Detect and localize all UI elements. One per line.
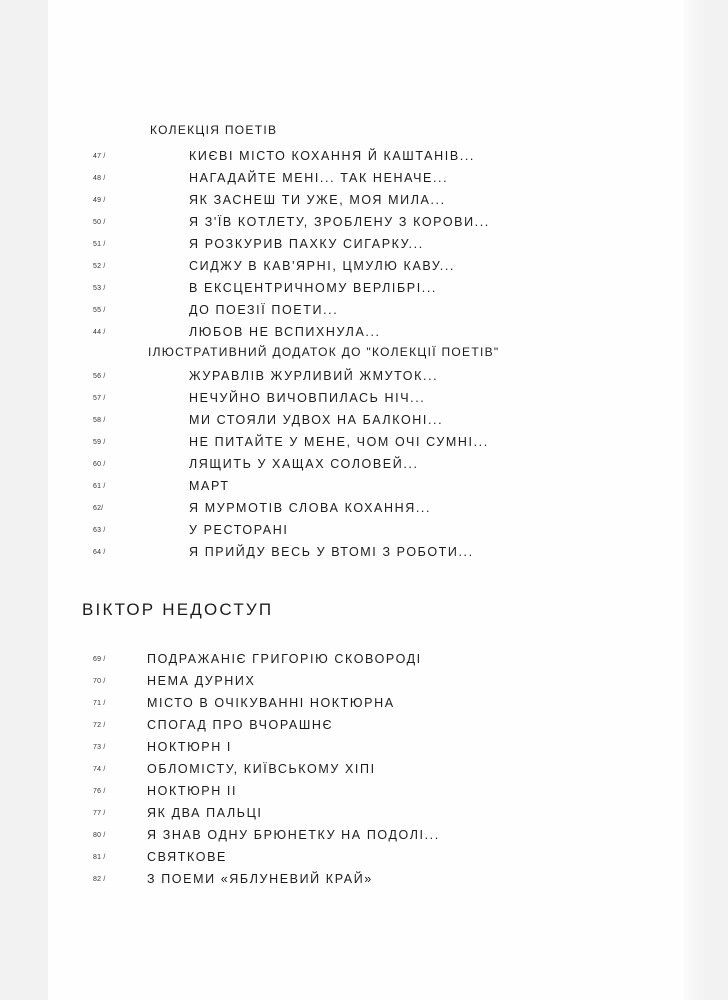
poem-title: З ПОЕМИ «ЯБЛУНЕВИЙ КРАЙ»	[147, 872, 373, 886]
page-number: 44 /	[93, 329, 106, 336]
poem-title: СВЯТКОВЕ	[147, 850, 227, 864]
page-edge	[684, 0, 708, 1000]
author-heading: ВІКТОР НЕДОСТУП	[82, 600, 274, 619]
page-number: 56 /	[93, 373, 106, 380]
page-number: 69 /	[93, 656, 106, 663]
page-number: 52 /	[93, 263, 106, 270]
section-heading-illustrative-appendix: ІЛЮСТРАТИВНИЙ ДОДАТОК ДО "КОЛЕКЦІЇ ПОЕТІВ"	[148, 345, 500, 359]
page-number: 51 /	[93, 241, 106, 248]
page-number: 77 /	[93, 810, 106, 817]
poem-title: ПОДРАЖАНІЄ ГРИГОРІЮ СКОВОРОДІ	[147, 652, 422, 666]
poem-title: Я ПРИЙДУ ВЕСЬ У ВТОМІ З РОБОТИ...	[189, 545, 474, 559]
poem-title: ЛЯЩИТЬ У ХАЩАХ СОЛОВЕЙ...	[189, 457, 419, 471]
page-number: 47 /	[93, 153, 106, 160]
page-number: 61 /	[93, 483, 106, 490]
page-number: 62/	[93, 505, 104, 512]
page-number: 58 /	[93, 417, 106, 424]
page-number: 57 /	[93, 395, 106, 402]
poem-title: НЕМА ДУРНИХ	[147, 674, 256, 688]
poem-title: Я МУРМОТІВ СЛОВА КОХАННЯ...	[189, 501, 432, 515]
poem-title: Я З'ЇВ КОТЛЕТУ, ЗРОБЛЕНУ З КОРОВИ...	[189, 215, 490, 229]
poem-title: НАГАДАЙТЕ МЕНІ... ТАК НЕНАЧЕ...	[189, 171, 449, 185]
page-number: 81 /	[93, 854, 106, 861]
poem-title: ОБЛОМІСТУ, КИЇВСЬКОМУ ХІПІ	[147, 762, 376, 776]
poem-title: МІСТО В ОЧІКУВАННІ НОКТЮРНА	[147, 696, 395, 710]
page-number: 50 /	[93, 219, 106, 226]
section-heading-collection: КОЛЕКЦІЯ ПОЕТІВ	[150, 123, 278, 137]
poem-title: ЖУРАВЛІВ ЖУРЛИВИЙ ЖМУТОК...	[189, 369, 439, 383]
poem-title: НЕ ПИТАЙТЕ У МЕНЕ, ЧОМ ОЧІ СУМНІ...	[189, 435, 489, 449]
poem-title: ЛЮБОВ НЕ ВСПИХНУЛА...	[189, 325, 381, 339]
poem-title: КИЄВІ МІСТО КОХАННЯ Й КАШТАНІВ...	[189, 149, 475, 163]
poem-title: НЕЧУЙНО ВИЧОВПИЛАСЬ НІЧ...	[189, 391, 426, 405]
page-number: 70 /	[93, 678, 106, 685]
page-number: 80 /	[93, 832, 106, 839]
poem-title: Я ЗНАВ ОДНУ БРЮНЕТКУ НА ПОДОЛІ...	[147, 828, 440, 842]
page-number: 82 /	[93, 876, 106, 883]
poem-title: В ЕКСЦЕНТРИЧНОМУ ВЕРЛІБРІ...	[189, 281, 438, 295]
poem-title: МАРТ	[189, 479, 230, 493]
page-number: 76 /	[93, 788, 106, 795]
poem-title: ЯК ДВА ПАЛЬЦІ	[147, 806, 263, 820]
poem-title: ЯК ЗАСНЕШ ТИ УЖЕ, МОЯ МИЛА...	[189, 193, 446, 207]
page-number: 48 /	[93, 175, 106, 182]
poem-title: СПОГАД ПРО ВЧОРАШНЄ	[147, 718, 334, 732]
page-number: 60 /	[93, 461, 106, 468]
page-number: 59 /	[93, 439, 106, 446]
page-number: 53 /	[93, 285, 106, 292]
poem-title: У РЕСТОРАНІ	[189, 523, 289, 537]
page-number: 49 /	[93, 197, 106, 204]
poem-title: СИДЖУ В КАВ'ЯРНІ, ЦМУЛЮ КАВУ...	[189, 259, 455, 273]
page-number: 64 /	[93, 549, 106, 556]
page-number: 73 /	[93, 744, 106, 751]
page-number: 71 /	[93, 700, 106, 707]
poem-title: Я РОЗКУРИВ ПАХКУ СИГАРКУ...	[189, 237, 424, 251]
poem-title: МИ СТОЯЛИ УДВОХ НА БАЛКОНІ...	[189, 413, 444, 427]
page-number: 72 /	[93, 722, 106, 729]
page-number: 55 /	[93, 307, 106, 314]
poem-title: ДО ПОЕЗІЇ ПОЕТИ...	[189, 303, 339, 317]
poem-title: НОКТЮРН І	[147, 740, 233, 754]
poem-title: НОКТЮРН ІІ	[147, 784, 238, 798]
page-number: 74 /	[93, 766, 106, 773]
page-number: 63 /	[93, 527, 106, 534]
